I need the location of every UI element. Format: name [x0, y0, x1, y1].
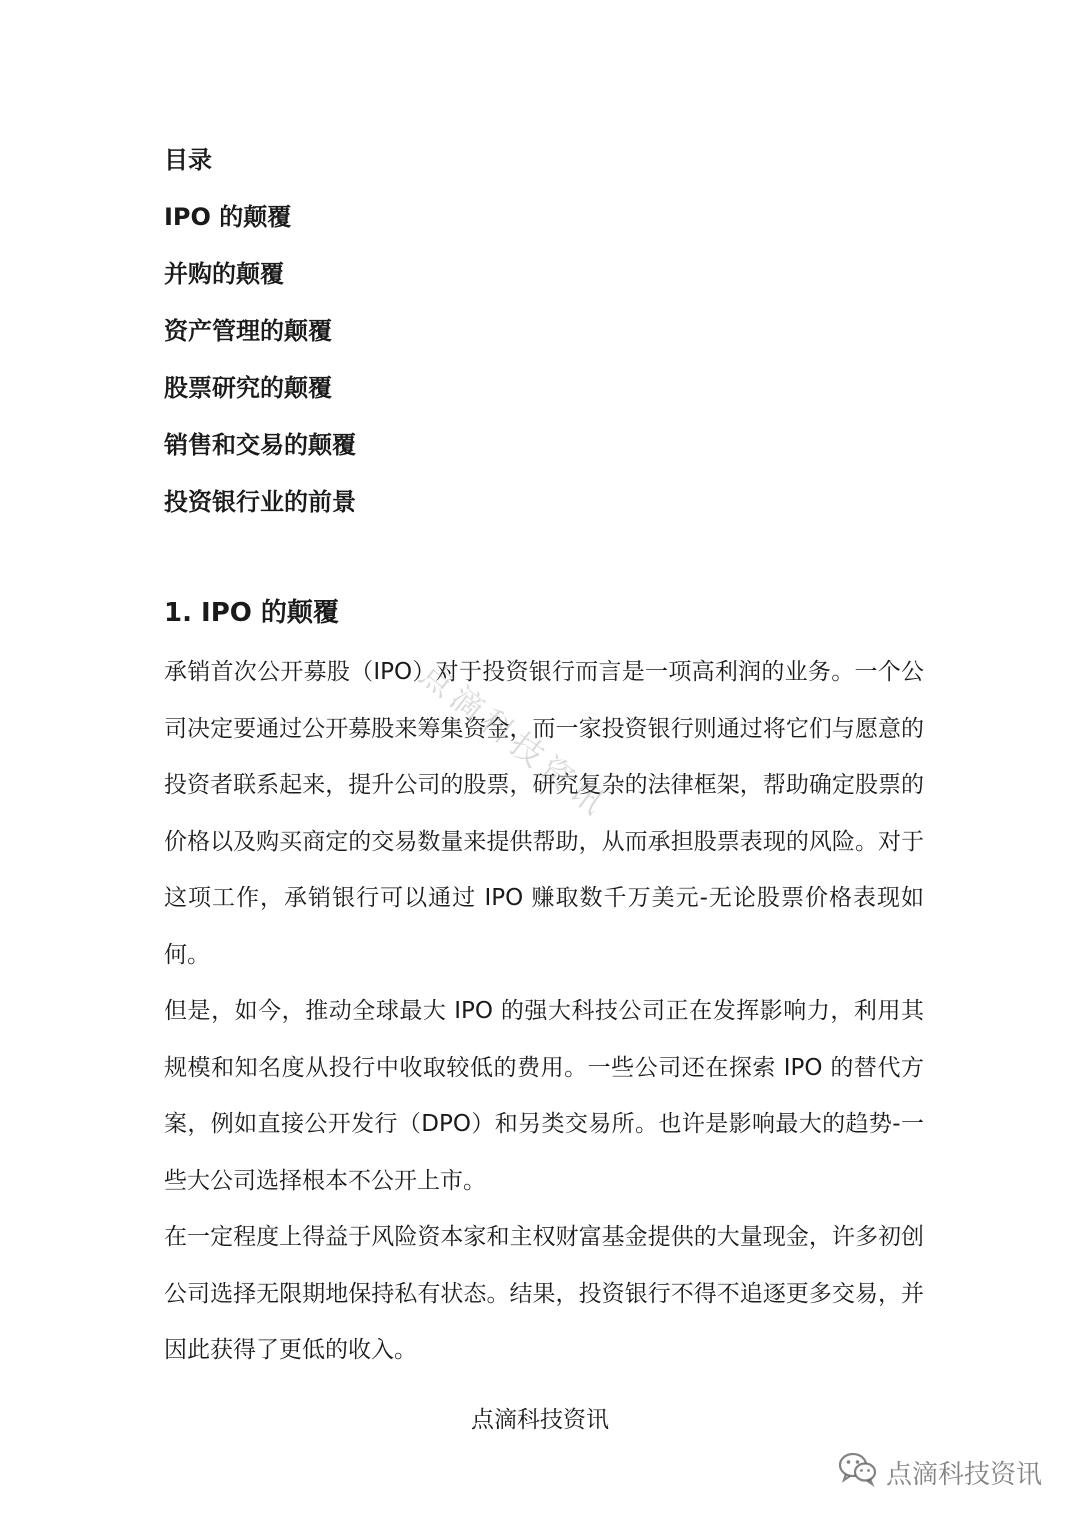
toc-item: 资产管理的颠覆	[164, 317, 332, 345]
section-body	[164, 644, 924, 1379]
table-of-contents	[164, 136, 924, 535]
body-paragraph: 承销首次公开募股（IPO）对于投资银行而言是一项高利润的业务。一个公司决定要通过公开募股来筹集资金，而一家投资银行则通过将它们与愿意的投资者联系起来，提升公司的股票，研究复杂的法律框架，帮助确定股票的价格以及购买商定的交易数量来提供帮助，从而承担股票表现的风险。对于这项工作，承销银行可以通过 IPO 赚取数千万美元-无论股票价格表现如何。	[164, 659, 924, 968]
toc-item: 投资银行业的前景	[164, 488, 356, 516]
toc-item: 并购的颠覆	[164, 260, 284, 288]
section-heading: 1. IPO 的颠覆	[164, 598, 339, 628]
toc-item: IPO 的颠覆	[164, 203, 292, 231]
toc-item: 股票研究的颠覆	[164, 374, 332, 402]
toc-title: 目录	[164, 146, 212, 174]
body-paragraph: 在一定程度上得益于风险资本家和主权财富基金提供的大量现金，许多初创公司选择无限期地保持私有状态。结果，投资银行不得不追逐更多交易，并因此获得了更低的收入。	[164, 1224, 924, 1363]
toc-item: 销售和交易的颠覆	[164, 431, 356, 459]
wechat-icon	[838, 1451, 878, 1494]
page-footer: 点滴科技资讯	[471, 1407, 609, 1433]
watermark: 点滴科技资讯	[412, 654, 616, 826]
wechat-account-label: 点滴科技资讯	[886, 1459, 1043, 1490]
body-paragraph: 但是，如今，推动全球最大 IPO 的强大科技公司正在发挥影响力，利用其规模和知名度从投行中收取较低的费用。一些公司还在探索 IPO 的替代方案，例如直接公开发行（DPO）和另类交易所。也许是影响最大的趋势-一些大公司选择根本不公开上市。	[164, 998, 924, 1194]
wechat-account-badge	[838, 1452, 1042, 1492]
